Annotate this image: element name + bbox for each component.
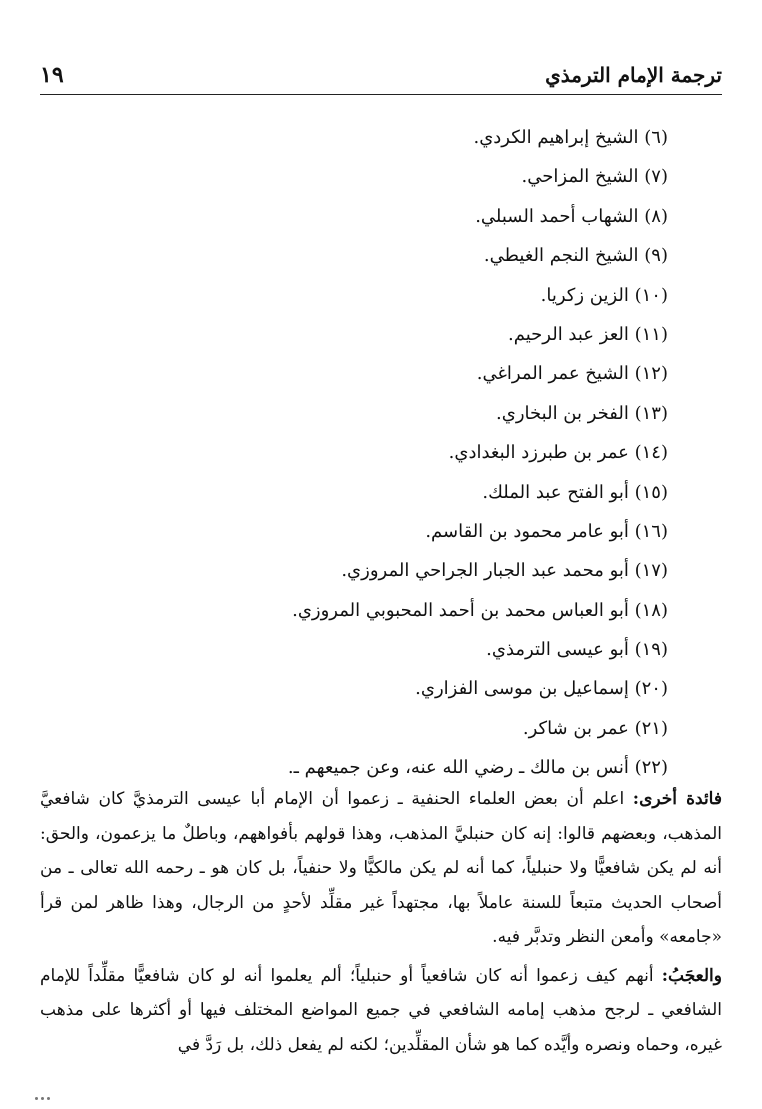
list-item: (١٤) عمر بن طبرزد البغدادي. <box>448 442 668 464</box>
list-item: (٩) الشيخ النجم الغيطي. <box>483 245 668 267</box>
page-number: ١٩ <box>40 62 64 88</box>
list-item: (١٨) أبو العباس محمد بن أحمد المحبوبي المروزي. <box>292 599 668 621</box>
list-item: (٧) الشيخ المزاحي. <box>521 166 668 188</box>
list-item: (٢٢) أنس بن مالك ـ رضي الله عنه، وعن جميعهم ـ. <box>287 757 668 779</box>
paragraph-wonder <box>40 959 722 1063</box>
list-item: (٦) الشيخ إبراهيم الكردي. <box>473 127 668 148</box>
paragraph-note <box>40 782 722 955</box>
paragraph-text: أنهم كيف زعموا أنه كان شافعياً أو حنبلياً؛ ألم يعلموا أنه لو كان شافعيًّا مقلِّداً للإمام الشافعي ـ لرجح مذهب إمامه الشافعي في جميع المواضع المختلف فيها أو أكثرها على مذهب غيره، وحماه ونصره وأيَّده كما هو شأن المقلِّدين؛ لكنه لم يفعل ذلك، بل رَدَّ في <box>40 965 722 1055</box>
list-item: (١٠) الزين زكريا. <box>540 284 668 306</box>
list-item: (١٦) أبو عامر محمود بن القاسم. <box>425 520 668 542</box>
list-item: (٨) الشهاب أحمد السبلي. <box>475 205 668 227</box>
list-item: (١٢) الشيخ عمر المراغي. <box>476 363 668 385</box>
list-item: (١٣) الفخر بن البخاري. <box>496 402 668 424</box>
list-item: (٢١) عمر بن شاكر. <box>522 717 668 739</box>
paragraph-lead: والعجَبُ: <box>661 965 722 986</box>
body-text <box>40 782 722 1062</box>
running-title: ترجمة الإمام الترمذي <box>545 63 722 87</box>
chain-of-narrators-list <box>40 118 668 788</box>
running-header <box>40 56 722 95</box>
list-item: (١١) العز عبد الرحيم. <box>508 323 668 345</box>
list-item: (١٧) أبو محمد عبد الجبار الجراحي المروزي. <box>341 560 668 582</box>
page-footer-dots <box>28 1097 50 1103</box>
list-item: (٢٠) إسماعيل بن موسى الفزاري. <box>415 678 668 700</box>
list-item: (١٥) أبو الفتح عبد الملك. <box>482 481 668 503</box>
paragraph-lead: فائدة أخرى: <box>632 789 722 809</box>
paragraph-text: اعلم أن بعض العلماء الحنفية ـ زعموا أن الإمام أبا عيسى الترمذيَّ كان شافعيَّ المذهب، وبعضهم قالوا: إنه كان حنبليَّ المذهب، وهذا قولهم بأفواههم، وباطلٌ ما يزعمون، والحق: أنه لم يكن شافعيًّا ولا حنبلياً، كما أنه لم يكن مالكيًّا ولا حنفياً، بل كان هو ـ رحمه الله تعالى ـ من أصحاب الحديث متبعاً للسنة عاملاً بها، مجتهداً غير مقلِّد لأحدٍ من الرجال، وهذا ظاهر لمن قرأ «جامعه» وأمعن النظر وتدبَّر فيه. <box>40 789 722 947</box>
list-item: (١٩) أبو عيسى الترمذي. <box>486 639 668 661</box>
